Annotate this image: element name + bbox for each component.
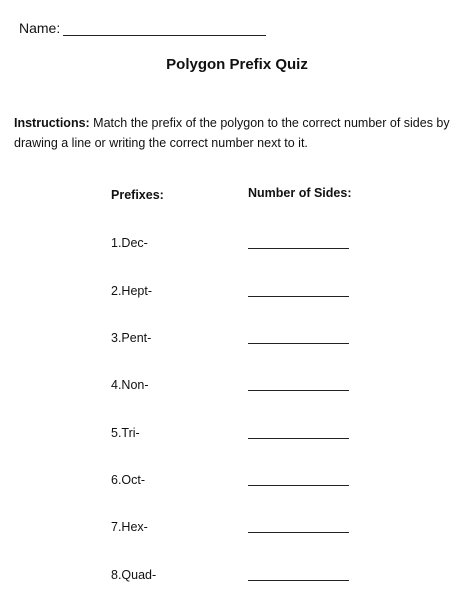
prefix-item: 4.Non- xyxy=(111,378,149,392)
name-blank-line[interactable] xyxy=(63,23,266,36)
instructions-label: Instructions: xyxy=(14,116,90,130)
number-of-sides-header: Number of Sides: xyxy=(248,186,352,200)
answer-blank[interactable] xyxy=(248,296,349,297)
prefix-item: 2.Hept- xyxy=(111,284,152,298)
page-title: Polygon Prefix Quiz xyxy=(166,56,308,73)
quiz-row xyxy=(0,236,474,256)
quiz-row xyxy=(0,520,474,540)
answer-blank[interactable] xyxy=(248,343,349,344)
name-label: Name: xyxy=(19,20,61,36)
name-row xyxy=(19,20,266,36)
quiz-row xyxy=(0,284,474,304)
answer-blank[interactable] xyxy=(248,580,349,581)
prefix-item: 5.Tri- xyxy=(111,426,140,440)
prefix-item: 8.Quad- xyxy=(111,568,157,582)
prefix-item: 3.Pent- xyxy=(111,331,152,345)
quiz-row xyxy=(0,378,474,398)
quiz-row xyxy=(0,426,474,446)
instructions-text: Match the prefix of the polygon to the correct number of sides by drawing a line or writing the correct number next to it. xyxy=(14,116,450,150)
answer-blank[interactable] xyxy=(248,438,349,439)
quiz-row xyxy=(0,331,474,351)
answer-blank[interactable] xyxy=(248,532,349,533)
answer-blank[interactable] xyxy=(248,485,349,486)
instructions xyxy=(14,113,466,153)
answer-blank[interactable] xyxy=(248,248,349,249)
prefix-item: 6.Oct- xyxy=(111,473,146,487)
prefix-item: 7.Hex- xyxy=(111,520,148,534)
prefixes-header: Prefixes: xyxy=(111,188,164,202)
answer-blank[interactable] xyxy=(248,390,349,391)
prefix-item: 1.Dec- xyxy=(111,236,148,250)
quiz-row xyxy=(0,473,474,493)
quiz-row xyxy=(0,568,474,588)
